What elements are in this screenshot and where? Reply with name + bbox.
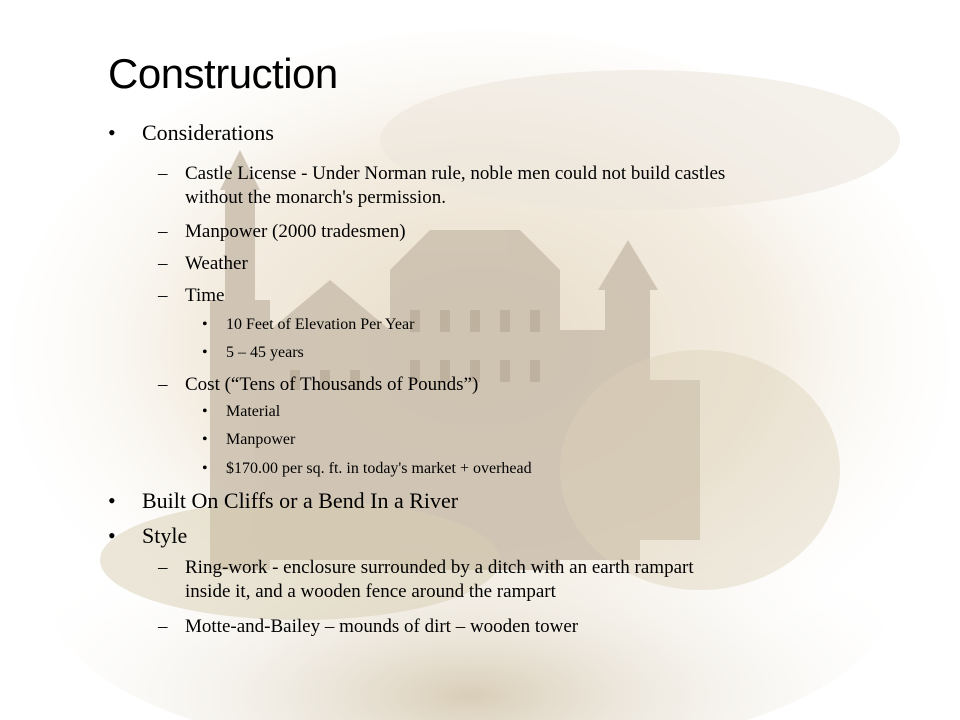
page-title: Construction <box>108 50 338 97</box>
list-item-weather <box>158 252 248 275</box>
item-text: inside it, and a wooden fence around the rampart <box>185 581 556 602</box>
list-item-elevation <box>202 315 414 335</box>
bullet-dot: • <box>202 460 208 477</box>
item-text: Castle License - Under Norman rule, noble men could not build castles <box>185 163 726 184</box>
list-item-ringwork-cont <box>185 580 556 603</box>
item-text: Manpower (2000 tradesmen) <box>185 221 406 242</box>
bullet-dash: – <box>158 253 168 274</box>
list-item-cost-manpower <box>202 430 295 450</box>
bullet-dash: – <box>158 285 168 306</box>
bullet-dot: • <box>202 316 208 333</box>
list-item-built-on <box>108 488 458 514</box>
list-item-manpower <box>158 220 406 243</box>
item-text: 10 Feet of Elevation Per Year <box>226 316 415 333</box>
list-item-considerations <box>108 120 274 146</box>
list-item-castle-license <box>158 162 725 185</box>
list-item-motte <box>158 615 578 638</box>
item-text: Material <box>226 403 281 420</box>
bullet-dot: • <box>202 431 208 448</box>
item-text: Time <box>185 285 225 306</box>
item-text: Weather <box>185 253 248 274</box>
list-item-material <box>202 402 280 422</box>
bullet-dot: • <box>108 120 116 145</box>
bullet-dot: • <box>202 344 208 361</box>
bullet-dash: – <box>158 163 168 184</box>
item-text: $170.00 per sq. ft. in today's market + overhead <box>226 460 532 477</box>
item-text: Ring-work - enclosure surrounded by a ditch with an earth rampart <box>185 557 694 578</box>
bullet-dash: – <box>158 557 168 578</box>
list-item-ringwork <box>158 556 694 579</box>
list-item-style <box>108 523 187 549</box>
item-text: Cost (“Tens of Thousands of Pounds”) <box>185 374 479 395</box>
item-text: without the monarch's permission. <box>185 187 446 208</box>
item-text: Built On Cliffs or a Bend In a River <box>142 488 459 513</box>
list-item-time <box>158 284 224 307</box>
item-text: Motte-and-Bailey – mounds of dirt – wooden tower <box>185 616 579 637</box>
list-item-castle-license-cont <box>185 186 446 209</box>
bullet-dot: • <box>108 523 116 548</box>
item-text: 5 – 45 years <box>226 344 304 361</box>
list-item-price <box>202 459 532 479</box>
list-item-cost <box>158 373 478 396</box>
item-text: Considerations <box>142 120 274 145</box>
bullet-dash: – <box>158 221 168 242</box>
item-text: Style <box>142 523 188 548</box>
bullet-dash: – <box>158 374 168 395</box>
bullet-dot: • <box>108 488 116 513</box>
list-item-years <box>202 343 304 363</box>
bullet-dot: • <box>202 403 208 420</box>
item-text: Manpower <box>226 431 296 448</box>
bullet-dash: – <box>158 616 168 637</box>
